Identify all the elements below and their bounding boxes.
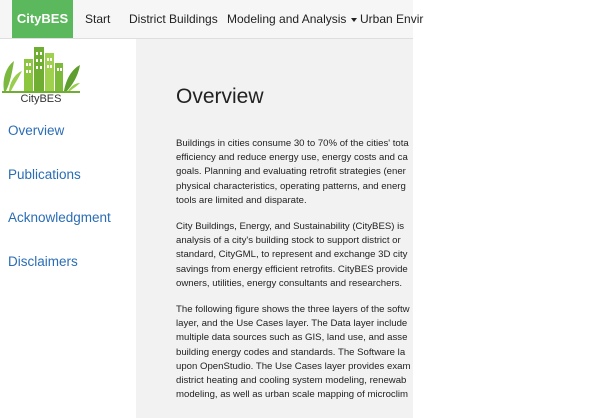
text-line: Buildings in cities consume 30 to 70% of the cities' tota (176, 138, 409, 149)
chevron-down-icon (351, 18, 357, 22)
paragraph-intro (176, 137, 596, 208)
city-skyline-icon (0, 43, 82, 95)
main-content (136, 39, 413, 418)
text-line: goals. Planning and evaluating retrofit strategies (ener (176, 166, 406, 178)
text-line: efficiency and reduce energy use, energy costs and ca (176, 152, 408, 164)
sidebar-link-disclaimers[interactable]: Disclaimers (8, 254, 78, 269)
sidebar-link-publications[interactable]: Publications (8, 167, 81, 182)
text-line: physical characteristics, operating patterns, and energ (176, 180, 406, 192)
sidebar-link-overview[interactable]: Overview (8, 123, 65, 138)
nav-district-buildings[interactable]: District Buildings (129, 12, 218, 26)
text-line: upon OpenStudio. The Use Cases layer provides exam (176, 360, 411, 372)
nav-start[interactable]: Start (85, 12, 111, 26)
nav-modeling-and-analysis[interactable] (227, 0, 357, 38)
text-line: analysis of a city's building stock to support district or (176, 235, 401, 247)
page-title: Overview (176, 85, 264, 108)
text-line: City Buildings, Energy, and Sustainability (CityBES) is (176, 221, 405, 232)
paragraph-citybes (176, 220, 596, 291)
text-line: tools are limited and disparate. (176, 194, 307, 206)
nav-urban-environment[interactable]: Urban Envir (360, 12, 424, 26)
text-line: multiple data sources such as GIS, land use, and asse (176, 332, 408, 344)
text-line: district heating and cooling system modeling, renewab (176, 375, 407, 387)
citybes-logo[interactable] (0, 43, 82, 109)
text-line: owners, utilities, energy consultants and researchers. (176, 277, 403, 289)
text-line: standard, CityGML, to represent and exchange 3D city (176, 249, 408, 261)
paragraph-figure (176, 303, 596, 402)
brand-button[interactable]: CityBES (12, 0, 73, 38)
sidebar-link-acknowledgment[interactable]: Acknowledgment (8, 210, 111, 225)
top-navbar (0, 0, 424, 39)
text-line: savings from energy efficient retrofits. CityBES provide (176, 263, 408, 275)
nav-modeling-label: Modeling and Analysis (227, 12, 347, 26)
logo-text: CityBES (20, 93, 62, 105)
sidebar (0, 39, 136, 418)
text-line: layer, and the Use Cases layer. The Data layer include (176, 318, 408, 330)
text-line: The following figure shows the three layers of the softw (176, 304, 410, 315)
text-line: building energy codes and standards. The Software la (176, 346, 406, 358)
text-line: modeling, as well as urban scale mapping of microclim (176, 389, 408, 401)
